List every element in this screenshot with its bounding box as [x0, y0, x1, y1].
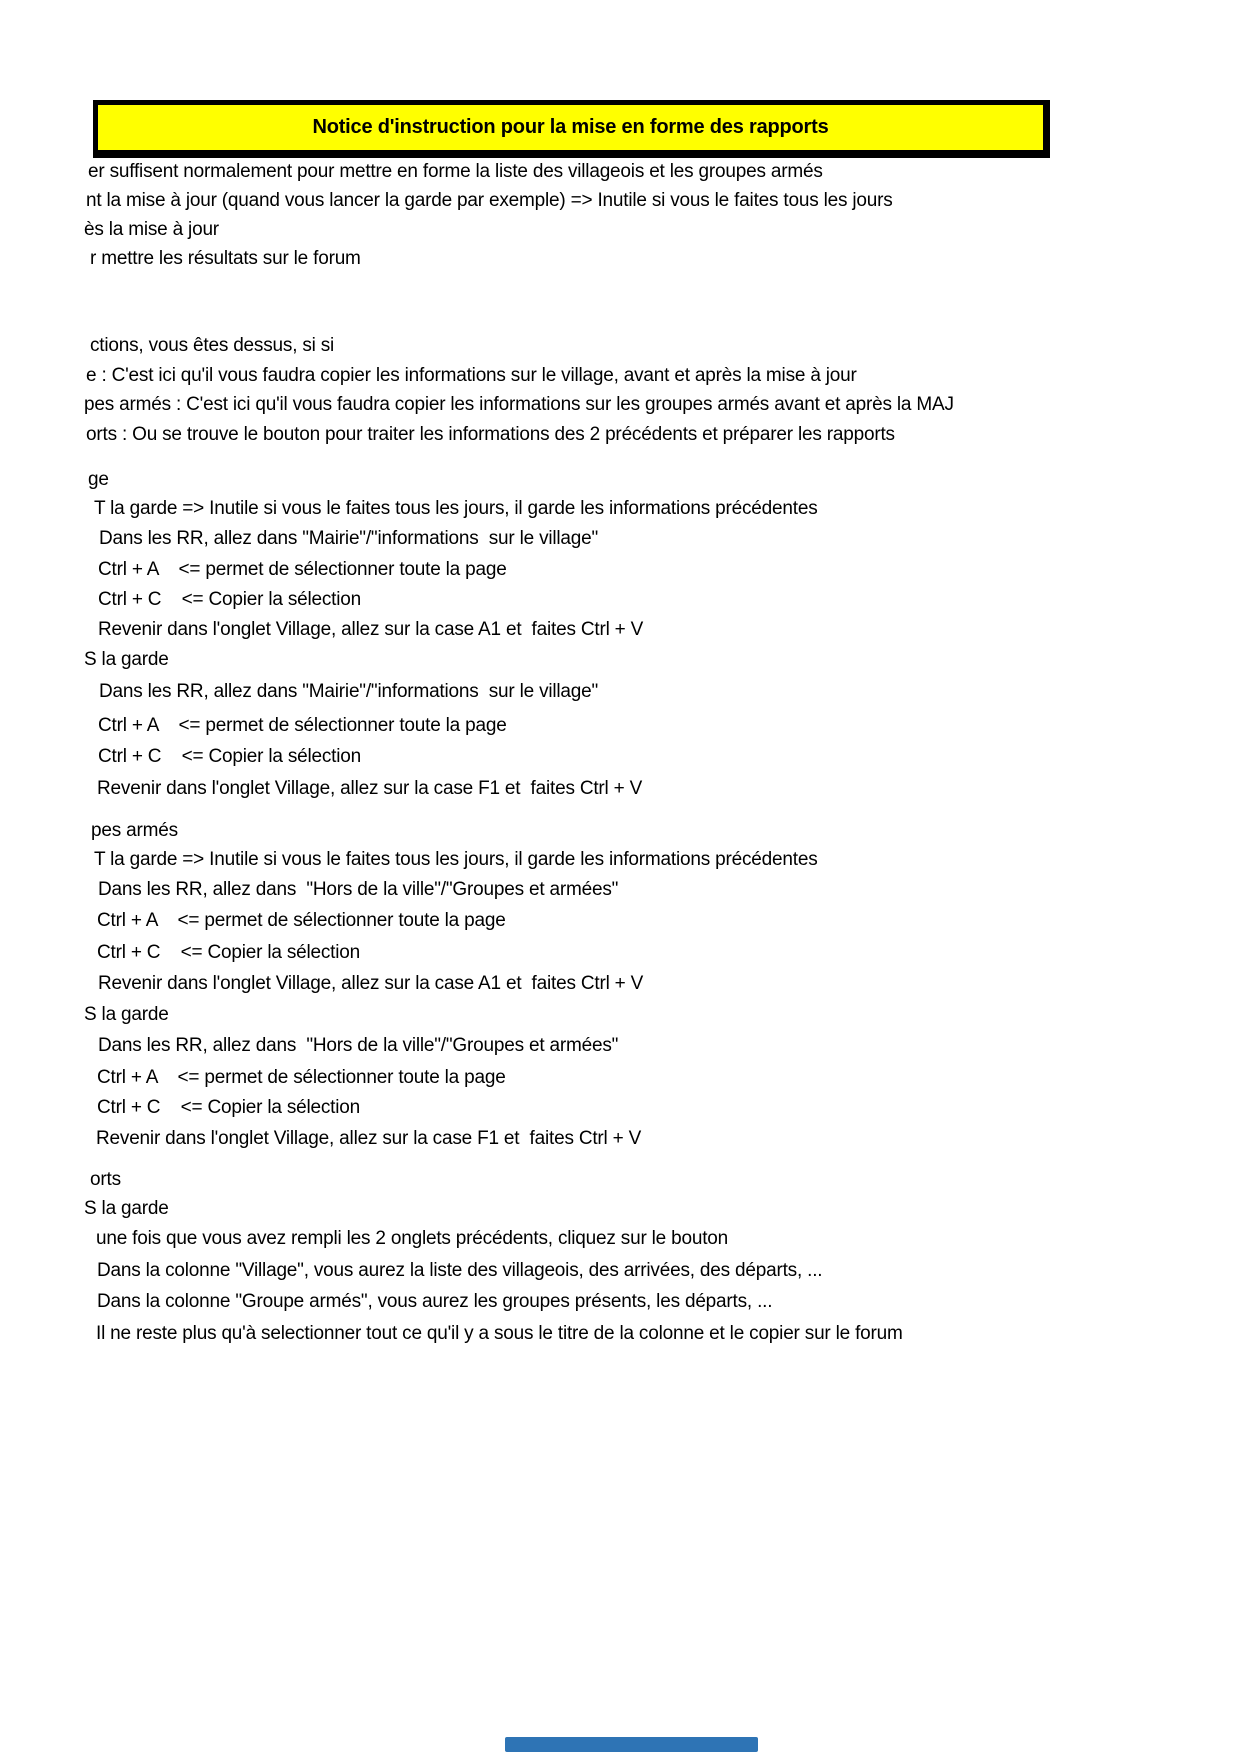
text-line: r mettre les résultats sur le forum: [90, 248, 361, 269]
text-line: pes armés: [91, 820, 178, 841]
text-line: T la garde => Inutile si vous le faites tous les jours, il garde les informations précédentes: [94, 498, 818, 519]
text-line: Revenir dans l'onglet Village, allez sur la case A1 et faites Ctrl + V: [98, 619, 644, 640]
text-line: Ctrl + A <= permet de sélectionner toute la page: [98, 559, 507, 580]
notice-title-bar: [93, 100, 1050, 158]
text-line: Ctrl + A <= permet de sélectionner toute la page: [97, 1067, 506, 1088]
text-line: nt la mise à jour (quand vous lancer la garde par exemple) => Inutile si vous le faites tous les jours: [86, 190, 893, 211]
notice-title: Notice d'instruction pour la mise en forme des rapports: [312, 116, 829, 138]
text-line: S la garde: [84, 649, 169, 670]
text-line: Revenir dans l'onglet Village, allez sur la case F1 et faites Ctrl + V: [97, 778, 643, 799]
text-line: orts: [90, 1169, 121, 1190]
text-line: Ctrl + C <= Copier la sélection: [97, 942, 361, 963]
text-line: Ctrl + A <= permet de sélectionner toute la page: [98, 715, 507, 736]
text-line: er suffisent normalement pour mettre en forme la liste des villageois et les groupes armés: [88, 161, 823, 182]
text-line: Revenir dans l'onglet Village, allez sur la case F1 et faites Ctrl + V: [96, 1128, 642, 1149]
text-line: Dans les RR, allez dans "Mairie"/"informations sur le village": [99, 528, 599, 549]
text-line: Ctrl + C <= Copier la sélection: [98, 746, 362, 767]
text-line: Il ne reste plus qu'à selectionner tout ce qu'il y a sous le titre de la colonne et le copier sur le forum: [96, 1323, 903, 1344]
text-line: ctions, vous êtes dessus, si si: [90, 335, 335, 356]
text-line: Dans les RR, allez dans "Hors de la ville"/"Groupes et armées": [98, 879, 619, 900]
text-line: Dans la colonne "Village", vous aurez la liste des villageois, des arrivées, des départs, ...: [97, 1260, 823, 1281]
text-line: Dans les RR, allez dans "Mairie"/"informations sur le village": [99, 681, 599, 702]
text-line: une fois que vous avez rempli les 2 onglets précédents, cliquez sur le bouton: [96, 1228, 729, 1249]
text-line: Dans la colonne "Groupe armés", vous aurez les groupes présents, les départs, ...: [97, 1291, 773, 1312]
text-line: ge: [88, 469, 109, 490]
text-line: Ctrl + C <= Copier la sélection: [98, 589, 362, 610]
text-line: e : C'est ici qu'il vous faudra copier les informations sur le village, avant et après la mise à jour: [86, 365, 857, 386]
text-line: S la garde: [84, 1198, 169, 1219]
text-line: pes armés : C'est ici qu'il vous faudra copier les informations sur les groupes armés avant et après la MAJ: [84, 394, 954, 415]
bottom-scrollbar-thumb[interactable]: [505, 1737, 758, 1752]
text-line: Dans les RR, allez dans "Hors de la ville"/"Groupes et armées": [98, 1035, 619, 1056]
text-line: ès la mise à jour: [84, 219, 219, 240]
text-line: T la garde => Inutile si vous le faites tous les jours, il garde les informations précédentes: [94, 849, 818, 870]
text-line: orts : Ou se trouve le bouton pour traiter les informations des 2 précédents et préparer les rapports: [86, 424, 895, 445]
text-line: Ctrl + A <= permet de sélectionner toute la page: [97, 910, 506, 931]
text-line: S la garde: [84, 1004, 169, 1025]
text-line: Revenir dans l'onglet Village, allez sur la case A1 et faites Ctrl + V: [98, 973, 644, 994]
text-line: Ctrl + C <= Copier la sélection: [97, 1097, 361, 1118]
